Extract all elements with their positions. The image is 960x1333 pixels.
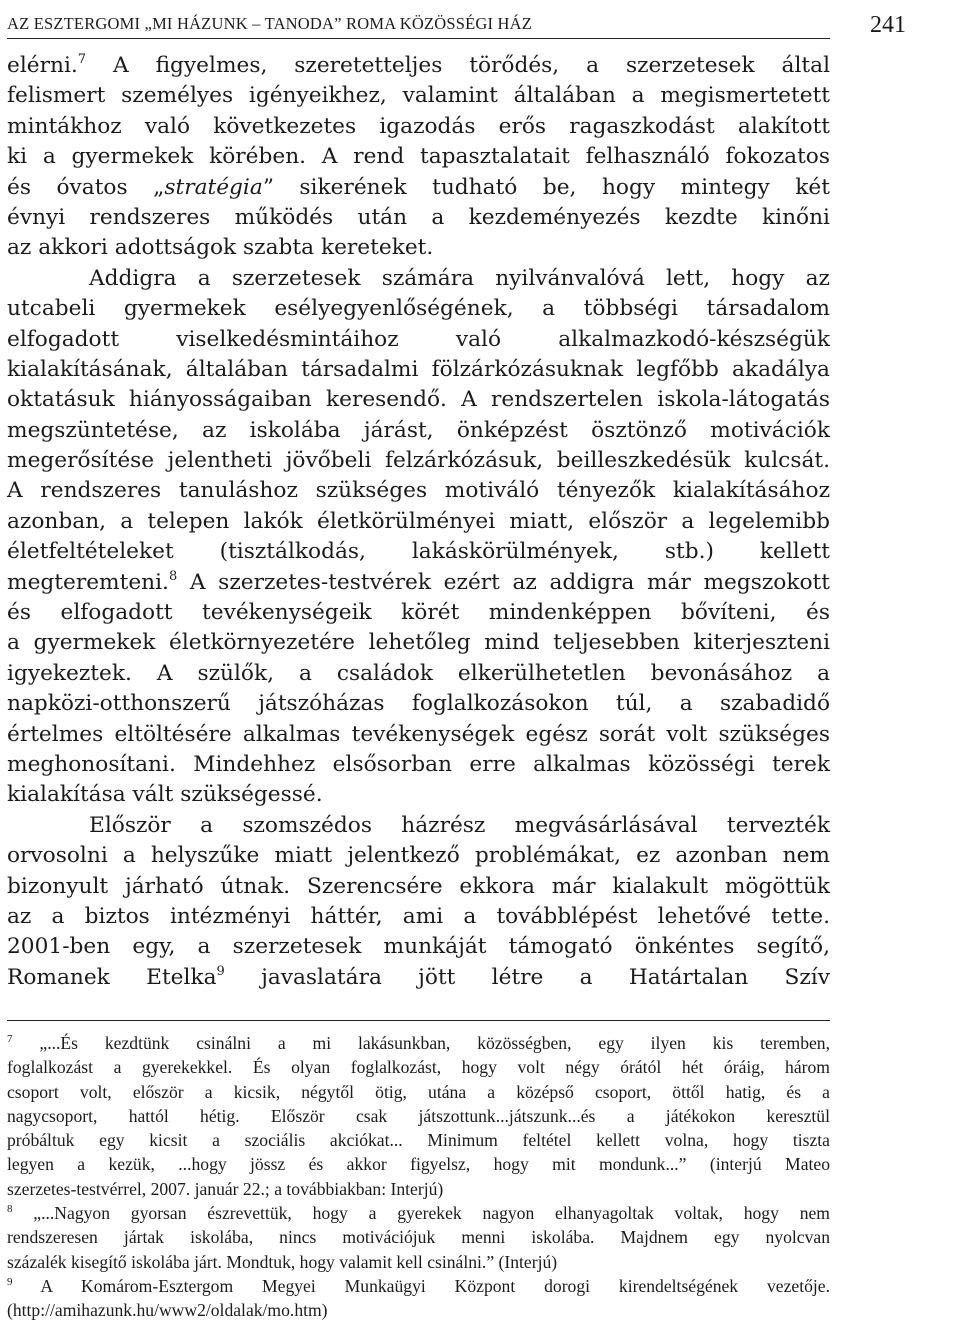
running-header — [7, 14, 830, 39]
text-span: csoport volt, először a kicsik, négytől ötig, utána a középső csoport, öttől hatig, és a — [7, 1081, 830, 1102]
body-line — [7, 598, 830, 628]
text-span: megerősítése jelentheti jövőbeli felzárkózásuk, beilleszkedésük kulcsát. — [7, 448, 830, 474]
page-number: 241 — [870, 12, 906, 38]
body-line — [7, 264, 830, 294]
body-line — [7, 780, 830, 810]
body-line — [7, 355, 830, 385]
url-text[interactable]: (http://amihazunk.hu/www2/oldalak/mo.htm) — [7, 1300, 328, 1321]
text-span: megteremteni. — [7, 569, 169, 595]
text-span: elfogadott viselkedésmintáihoz való alkalmazkodó-készségük — [7, 326, 830, 352]
body-line — [7, 81, 830, 111]
text-span: életfeltételeket (tisztálkodás, lakáskörülmények, stb.) kellett — [7, 539, 830, 565]
text-span: százalék kisegítő iskolába járt. Mondtuk, hogy valamit kell csinálni.” (Interjú) — [7, 1251, 558, 1272]
text-span: és elfogadott tevékenységeik körét mindenképpen bővíteni, és — [7, 600, 830, 626]
text-span: ” sikerének tudható be, hogy mintegy két — [262, 174, 830, 200]
text-span: oktatásuk hiányosságaiban keresendő. A rendszertelen iskola-látogatás — [7, 387, 830, 413]
text-span: az a biztos intézményi háttér, ami a továbblépést lehetővé tette. — [7, 903, 830, 929]
footnote-line — [7, 1225, 830, 1249]
body-line — [7, 51, 830, 81]
text-span: megszüntetése, az iskolába járást, önképzést ösztönző motivációk — [7, 417, 830, 443]
text-span: A szerzetes-testvérek ezért az addigra már megszokott — [177, 569, 830, 595]
text-span: ki a gyermekek körében. A rend tapasztalatait felhasználó fokozatos — [7, 144, 830, 170]
body-line — [7, 476, 830, 506]
body-line — [7, 659, 830, 689]
text-span: utcabeli gyermekek esélyegyenlőségének, a többségi társadalom — [7, 296, 830, 322]
text-span: kialakítása vált szükségessé. — [7, 782, 323, 808]
body-line — [7, 628, 830, 658]
footnote-ref-9: 9 — [216, 963, 225, 979]
body-line — [7, 142, 830, 172]
body-line — [7, 872, 830, 902]
text-span: a gyermekek életkörnyezetére lehetőleg mind teljesebben kiterjeszteni — [7, 630, 830, 656]
text-span: 2001-ben egy, a szerzetesek munkáját támogató önkéntes segítő, — [7, 934, 830, 960]
body-line — [7, 689, 830, 719]
footnote-8 — [7, 1201, 830, 1225]
body-line — [7, 811, 830, 841]
text-span: A figyelmes, szeretetteljes törődés, a szerzetesek által — [86, 53, 830, 78]
body-line — [7, 446, 830, 476]
text-span: A Komárom-Esztergom Megyei Munkaügyi Központ dorogi kirendeltségének vezetője. — [12, 1275, 830, 1296]
footnote-marker: 9 — [7, 1275, 13, 1288]
footnote-marker: 8 — [7, 1203, 13, 1216]
body-line — [7, 932, 830, 962]
body-line — [7, 385, 830, 415]
text-span: igyekeztek. A szülők, a családok elkerülhetetlen bevonásához a — [7, 660, 830, 686]
footnote-line — [7, 1055, 830, 1079]
text-span: rendszeresen jártak iskolába, nincs motivációjuk menni iskolába. Majdnem egy nyolcvan — [7, 1227, 830, 1248]
body-line — [7, 416, 830, 446]
text-span: „...És kezdtünk csinálni a mi lakásunkban, közösségben, egy ilyen kis teremben, — [12, 1033, 830, 1053]
text-span: azonban, a telepen lakók életkörülményei miatt, először a legelemibb — [7, 508, 830, 534]
text-span: Addigra a szerzetesek számára nyilvánvalóvá lett, hogy az — [89, 265, 830, 291]
text-span: elérni. — [7, 53, 78, 78]
footnote-line — [7, 1104, 830, 1128]
body-line — [7, 963, 830, 993]
footnote-line — [7, 1152, 830, 1176]
body-line — [7, 233, 830, 263]
text-span: próbáltuk egy kicsit a szociális akciókat... Minimum feltétel kellett volna, hogy tiszta — [7, 1130, 830, 1151]
footnotes — [7, 1031, 830, 1323]
text-span: meghonosítani. Mindehhez elsősorban erre alkalmas közösségi terek — [7, 751, 830, 777]
text-span: kialakításának, általában társadalmi fölzárkózásuknak legfőbb akadálya — [7, 356, 830, 382]
footnote-line — [7, 1080, 830, 1104]
text-span: és óvatos „ — [7, 174, 165, 200]
text-span: mintákhoz való következetes igazodás erős ragaszkodást alakított — [7, 113, 830, 139]
text-span: legyen a kezük, ...hogy jössz és akkor figyelsz, hogy mit mondunk...” (interjú Mateo — [7, 1154, 830, 1175]
text-span: „...Nagyon gyorsan észrevettük, hogy a gyerekek nagyon elhanyagoltak voltak, hogy nem — [12, 1203, 830, 1224]
text-span: napközi-otthonszerű játszóházas foglalkozásokon túl, a szabadidő — [7, 691, 830, 717]
footnote-9 — [7, 1274, 830, 1298]
footnote-marker: 7 — [7, 1033, 13, 1045]
body-line — [7, 568, 830, 598]
body-line — [7, 720, 830, 750]
text-span: nagycsoport, hattól hétig. Először csak játszottunk...játszunk...és a játékokon keresztül — [7, 1105, 830, 1126]
text-span: felismert személyes igényeikhez, valamint általában a megismertetett — [7, 83, 830, 109]
footnote-link[interactable] — [7, 1298, 830, 1322]
body-line — [7, 325, 830, 355]
text-span: értelmes eltöltésére alkalmas tevékenységek egész sorát volt szükséges — [7, 721, 830, 747]
text-span: javaslatára jött létre a Határtalan Szív — [224, 964, 830, 990]
body-line — [7, 203, 830, 233]
body-line — [7, 841, 830, 871]
body-line — [7, 507, 830, 537]
footnote-line — [7, 1128, 830, 1152]
body-line — [7, 112, 830, 142]
footnote-ref-8: 8 — [168, 568, 178, 584]
running-title: AZ ESZTERGOMI „MI HÁZUNK – TANODA” ROMA KÖZÖSSÉGI HÁZ — [7, 14, 533, 33]
body-line — [7, 537, 830, 567]
text-span: az akkori adottságok szabta kereteket. — [7, 235, 434, 261]
text-span: A rendszeres tanuláshoz szükséges motiváló tényezők kialakításához — [7, 478, 830, 504]
text-span: Romanek Etelka — [7, 964, 217, 990]
text-span: szerzetes-testvérrel, 2007. január 22.; a továbbiakban: Interjú) — [7, 1178, 444, 1199]
text-span: foglalkozást a gyerekekkel. És olyan foglalkozást, hogy volt négy órától hét óráig, három — [7, 1057, 830, 1078]
footnote-line — [7, 1177, 830, 1201]
text-span: bizonyult járható útnak. Szerencsére ekkora már kialakult mögöttük — [7, 873, 830, 899]
text-span: Először a szomszédos házrész megvásárlásával tervezték — [89, 812, 830, 838]
body-line — [7, 750, 830, 780]
body-text — [7, 51, 830, 993]
emphasis-strategia: stratégia — [164, 174, 263, 200]
body-line — [7, 902, 830, 932]
footnote-line — [7, 1250, 830, 1274]
footnote-separator — [7, 1020, 830, 1021]
footnote-ref-7: 7 — [77, 52, 87, 67]
body-line — [7, 173, 830, 203]
text-span: évnyi rendszeres működés után a kezdeményezés kezdte kinőni — [7, 204, 830, 230]
footnote-7 — [7, 1031, 830, 1055]
text-span: orvosolni a helyszűke miatt jelentkező problémákat, ez azonban nem — [7, 843, 830, 869]
body-line — [7, 294, 830, 324]
